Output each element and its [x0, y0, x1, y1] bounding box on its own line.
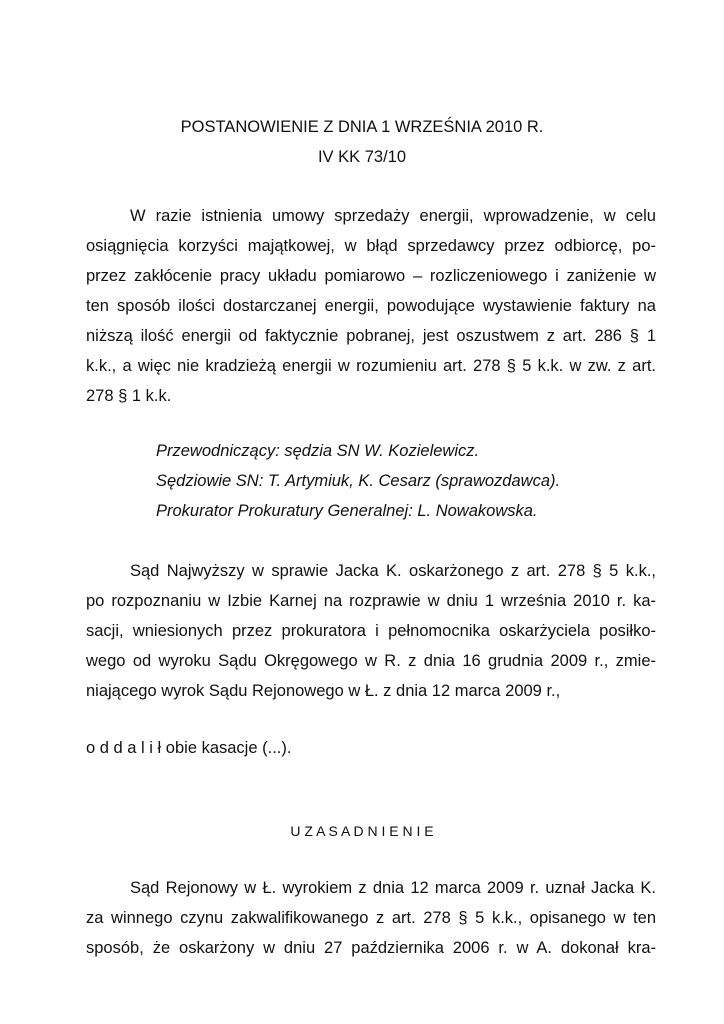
ruling-line: po rozpoznaniu w Izbie Karnej na rozprawie w dniu 1 września 2010 r. ka- — [86, 592, 656, 610]
bench-presiding: Przewodniczący: sędzia SN W. Kozielewicz. — [156, 442, 480, 460]
thesis-line: przez zakłócenie pracy układu pomiarowo – rozliczeniowego i zaniżenie w — [86, 267, 656, 285]
thesis-line: k.k., a więc nie kradzieżą energii w rozumieniu art. 278 § 5 k.k. w zw. z art. — [86, 357, 656, 375]
thesis-line: ten sposób ilości dostarczanej energii, powodujące wystawienie faktury na — [86, 297, 656, 315]
justification-line: Sąd Rejonowy w Ł. wyrokiem z dnia 12 marca 2009 r. uznał Jacka K. — [130, 879, 656, 897]
thesis-line: niższą ilość energii od faktycznie pobranej, jest oszustwem z art. 286 § 1 — [86, 327, 656, 345]
justification-line: sposób, że oskarżony w dniu 27 października 2006 r. w A. dokonał kra- — [86, 939, 656, 957]
ruling-rest: obie kasacje (...). — [161, 739, 292, 757]
case-number: IV KK 73/10 — [317, 148, 407, 166]
justification-heading: U Z A S A D N I E N I E — [290, 823, 434, 839]
ruling-decision — [86, 738, 291, 758]
thesis-line: 278 § 1 k.k. — [86, 387, 172, 405]
ruling-verb: o d d a l i ł — [86, 739, 162, 757]
ruling-line: sacji, wniesionych przez prokuratora i pełnomocnika oskarżyciela posiłko- — [86, 622, 656, 640]
document-title: POSTANOWIENIE Z DNIA 1 WRZEŚNIA 2010 R. — [180, 118, 544, 136]
justification-line: za winnego czynu zakwalifikowanego z art. 278 § 5 k.k., opisanego w ten — [86, 909, 656, 927]
ruling-line: Sąd Najwyższy w sprawie Jacka K. oskarżonego z art. 278 § 5 k.k., — [130, 562, 656, 580]
ruling-line: wego od wyroku Sądu Okręgowego w R. z dnia 16 grudnia 2009 r., zmie- — [86, 652, 656, 670]
bench-prosecutor: Prokurator Prokuratury Generalnej: L. Nowakowska. — [156, 502, 538, 520]
thesis-line: osiągnięcia korzyści majątkowej, w błąd sprzedawcy przez odbiorcę, po- — [86, 237, 656, 255]
thesis-line: W razie istnienia umowy sprzedaży energii, wprowadzenie, w celu — [130, 207, 656, 225]
ruling-line: niającego wyrok Sądu Rejonowego w Ł. z dnia 12 marca 2009 r., — [86, 682, 561, 700]
bench-judges: Sędziowie SN: T. Artymiuk, K. Cesarz (sprawozdawca). — [156, 472, 561, 490]
